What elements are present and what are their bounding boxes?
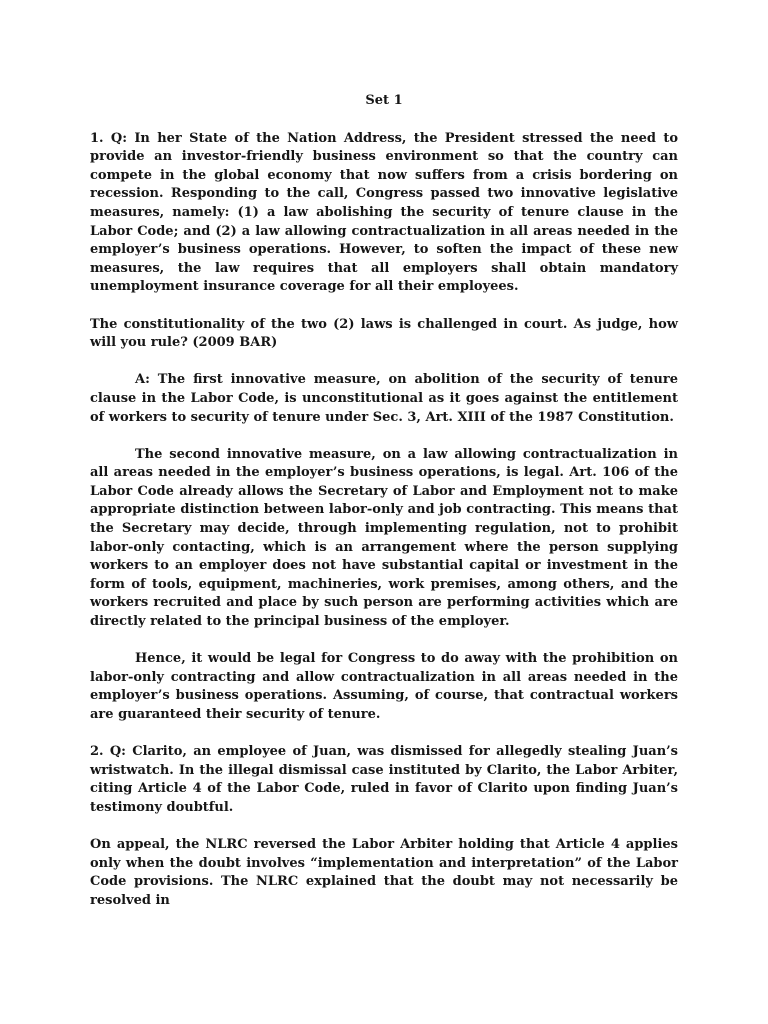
question-1-prompt: The constitutionality of the two (2) laws is challenged in court. As judge, how will you rule? (2009 BAR) xyxy=(90,316,678,351)
question-2-paragraph: 2. Q: Clarito, an employee of Juan, was dismissed for allegedly stealing Juan’s wristwatch. In the illegal dismissal case instituted by Clarito, the Labor Arbiter, citing Article 4 of the Labor Code, ruled in favor of Clarito upon finding Juan’s testimony doubtful. xyxy=(90,744,678,815)
set-title: Set 1 xyxy=(365,93,403,108)
question-2-continuation: On appeal, the NLRC reversed the Labor Arbiter holding that Article 4 applies only when the doubt involves “implementation and interpretation” of the Labor Code provisions. The NLRC explained that the doubt may not necessarily be resolved in xyxy=(90,837,678,908)
answer-1-paragraph-3: Hence, it would be legal for Congress to do away with the prohibition on labor-only contracting and allow contractualization in all areas needed in the employer’s business operations. Assuming, of course, that contractual workers are guaranteed their security of tenure. xyxy=(90,651,678,722)
question-1-paragraph: 1. Q: In her State of the Nation Address, the President stressed the need to provide an investor-friendly business environment so that the country can compete in the global economy that now suffers from a crisis bordering on recession. Responding to the call, Congress passed two innovative legislative measures, namely: (1) a law abolishing the security of tenure clause in the Labor Code; and (2) a law allowing contractualization in all areas needed in the employer’s business operations. However, to soften the impact of these new measures, the law requires that all employers shall obtain mandatory unemployment insurance coverage for all their employees. xyxy=(90,130,678,295)
answer-1-paragraph-1: A: The first innovative measure, on abolition of the security of tenure clause in the Labor Code, is unconstitutional as it goes against the entitlement of workers to security of tenure under Sec. 3, Art. XIII of the 1987 Constitution. xyxy=(90,372,678,425)
document-page xyxy=(90,92,678,929)
answer-1-paragraph-2: The second innovative measure, on a law allowing contractualization in all areas needed in the employer’s business operations, is legal. Art. 106 of the Labor Code already allows the Secretary of Labor and Employment not to make appropriate distinction between labor-only and job contracting. This means that the Secretary may decide, through implementing regulation, not to prohibit labor-only contacting, which is an arrangement where the person supplying workers to an employer does not have substantial capital or investment in the form of tools, equipment, machineries, work premises, among others, and the workers recruited and place by such person are performing activities which are directly related to the principal business of the employer. xyxy=(90,446,678,630)
